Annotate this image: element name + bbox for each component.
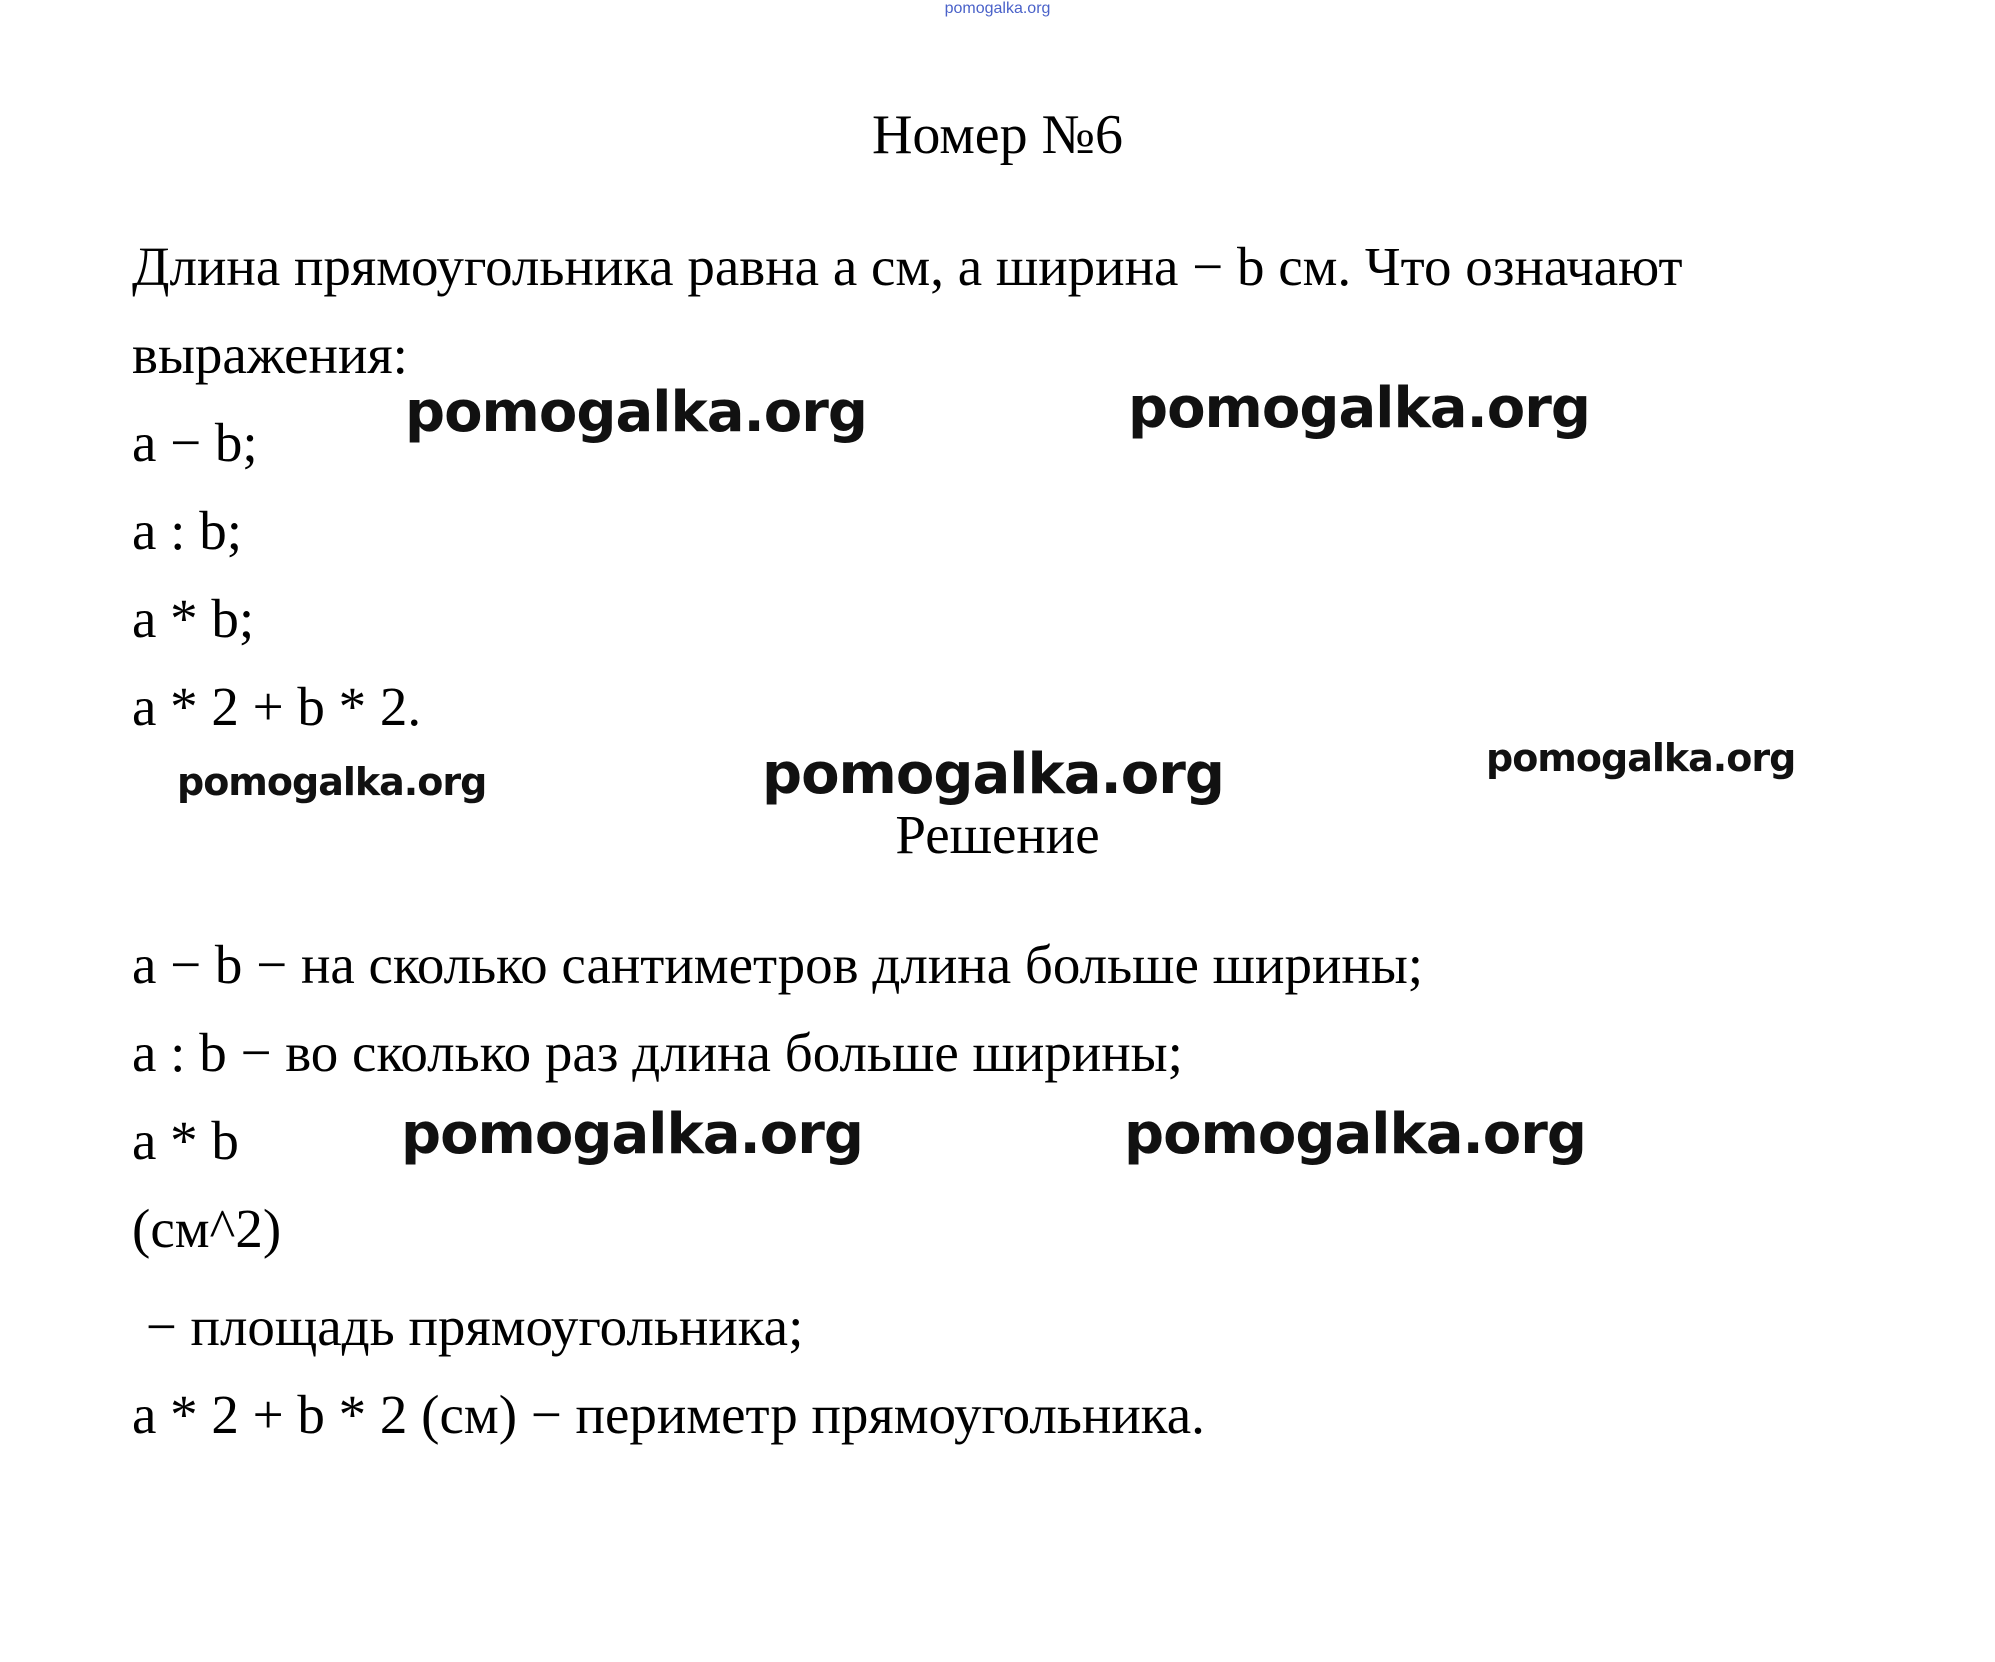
watermark: pomogalka.org xyxy=(405,380,867,445)
solution-line: a : b − во сколько раз длина больше ширины; xyxy=(132,1022,1183,1083)
problem-text-line-1: Длина прямоугольника равна a см, а ширина − b см. Что означают xyxy=(132,236,1683,297)
expression-item: a : b; xyxy=(132,500,242,561)
expression-item: a * 2 + b * 2. xyxy=(132,676,422,737)
watermark: pomogalka.org xyxy=(1486,736,1796,780)
expression-item: a − b; xyxy=(132,412,258,473)
top-watermark: pomogalka.org xyxy=(944,0,1051,17)
solution-line: a * 2 + b * 2 (см) − периметр прямоугольника. xyxy=(132,1384,1205,1445)
watermark: pomogalka.org xyxy=(762,742,1224,807)
solution-line: − площадь прямоугольника; xyxy=(132,1296,804,1357)
watermark: pomogalka.org xyxy=(177,760,487,804)
watermark: pomogalka.org xyxy=(1124,1102,1586,1167)
problem-text-line-2: выражения: xyxy=(132,324,408,385)
solution-line: a * b xyxy=(132,1110,239,1171)
watermark: pomogalka.org xyxy=(1128,376,1590,441)
solution-line: a − b − на сколько сантиметров длина больше ширины; xyxy=(132,934,1424,995)
watermark: pomogalka.org xyxy=(401,1102,863,1167)
page-title: Номер №6 xyxy=(871,104,1124,166)
solution-heading: Решение xyxy=(895,804,1100,865)
solution-line: (см^2) xyxy=(132,1198,282,1259)
expression-item: a * b; xyxy=(132,588,255,649)
